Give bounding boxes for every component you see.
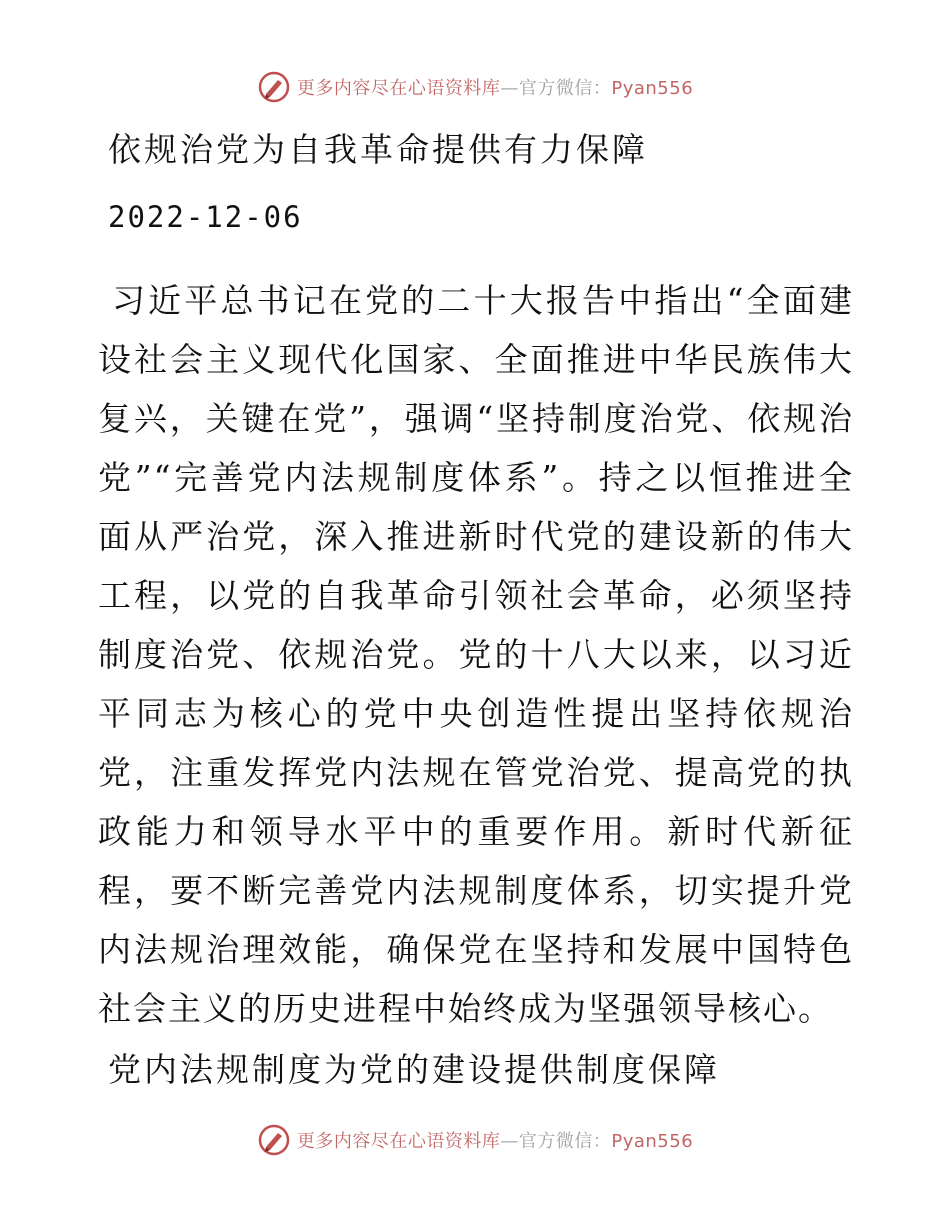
article-title: 依规治党为自我革命提供有力保障 — [108, 130, 648, 169]
pen-logo-icon — [257, 1123, 291, 1157]
watermark-dash: — — [500, 78, 519, 99]
watermark-dash: — — [500, 1131, 519, 1152]
watermark-text — [297, 1127, 693, 1153]
watermark-main: 更多内容尽在心语资料库 — [296, 1131, 501, 1152]
article-paragraph: 习近平总书记在党的二十大报告中指出“全面建设社会主义现代化国家、全面推进中华民族伟大复兴，关键在党”，强调“坚持制度治党、依规治党”“完善党内法规制度体系”。持之以恒推进全面从严治党，深入推进新时代党的建设新的伟大工程，以党的自我革命引领社会革命，必须坚持制度治党、依规治党。党的十八大以来，以习近平同志为核心的党中央创造性提出坚持依规治党，注重发挥党内法规在管党治党、提高党的执政能力和领导水平中的重要作用。新时代新征程，要不断完善党内法规制度体系，切实提升党内法规治理效能，确保党在坚持和发展中国特色社会主义的历史进程中始终成为坚强领导核心。 — [98, 281, 854, 1028]
article-date: 2022-12-06 — [108, 200, 303, 234]
footer-watermark — [0, 1123, 950, 1157]
watermark-sub: 官方微信： — [518, 78, 612, 99]
watermark-text — [297, 74, 693, 100]
section-subheading: 党内法规制度为党的建设提供制度保障 — [108, 1050, 720, 1089]
pen-logo-icon — [257, 70, 291, 104]
watermark-wechat: Pyan556 — [611, 78, 694, 99]
watermark-sub: 官方微信： — [518, 1131, 612, 1152]
watermark-wechat: Pyan556 — [611, 1131, 694, 1152]
header-watermark — [0, 70, 950, 104]
watermark-main: 更多内容尽在心语资料库 — [296, 78, 501, 99]
